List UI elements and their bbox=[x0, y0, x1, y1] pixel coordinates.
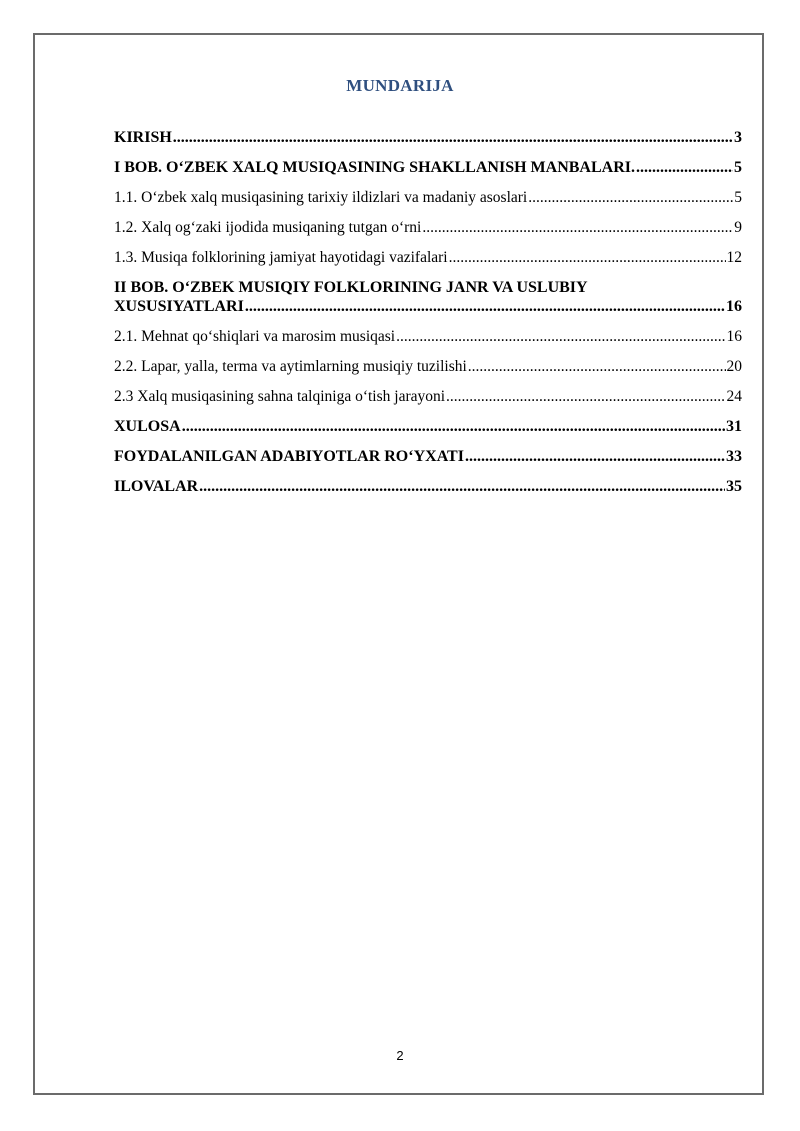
toc-entry-kirish[interactable] bbox=[114, 128, 742, 147]
toc-entry-label: XULOSA bbox=[114, 418, 181, 435]
toc-leader-dots bbox=[173, 128, 733, 147]
toc-entry-label: KIRISH bbox=[114, 129, 172, 146]
toc-entry-page: 20 bbox=[726, 358, 742, 375]
toc-entry-label: I BOB. O‘ZBEK XALQ MUSIQASINING SHAKLLANISH MANBALARI. bbox=[114, 159, 635, 176]
toc-entry-xulosa[interactable] bbox=[114, 417, 742, 436]
toc-entry-chapter-1[interactable] bbox=[114, 158, 742, 177]
toc-entry-page: 16 bbox=[726, 298, 742, 315]
toc-leader-dots bbox=[465, 447, 725, 466]
toc-entry-page: 9 bbox=[734, 219, 742, 236]
toc-entry-1-3[interactable] bbox=[114, 248, 742, 267]
toc-entry-page: 16 bbox=[726, 328, 742, 345]
toc-entry-2-2[interactable] bbox=[114, 357, 742, 376]
toc-entry-label: ILOVALAR bbox=[114, 478, 199, 495]
toc-leader-dots bbox=[468, 357, 726, 376]
toc-entry-label: 1.2. Xalq og‘zaki ijodida musiqaning tutgan o‘rni bbox=[114, 219, 422, 236]
table-of-contents bbox=[114, 128, 742, 507]
page-number: 2 bbox=[396, 1048, 404, 1063]
toc-entry-appendices[interactable] bbox=[114, 477, 742, 496]
toc-leader-dots bbox=[528, 188, 733, 207]
toc-entry-page: 5 bbox=[734, 189, 742, 206]
toc-entry-bibliography[interactable] bbox=[114, 447, 742, 466]
toc-entry-label: 1.3. Musiqa folklorining jamiyat hayotidagi vazifalari bbox=[114, 249, 448, 266]
toc-entry-label-line2: XUSUSIYATLARI bbox=[114, 298, 244, 315]
toc-leader-dots bbox=[422, 218, 733, 237]
toc-leader-dots bbox=[636, 158, 733, 177]
toc-entry-label: 2.3 Xalq musiqasining sahna talqiniga o‘tish jarayoni bbox=[114, 388, 446, 405]
toc-entry-line2 bbox=[114, 297, 742, 316]
toc-entry-label: 2.2. Lapar, yalla, terma va aytimlarning musiqiy tuzilishi bbox=[114, 358, 467, 375]
toc-entry-2-1[interactable] bbox=[114, 327, 742, 346]
toc-leader-dots bbox=[199, 477, 725, 496]
toc-title: MUNDARIJA bbox=[346, 76, 454, 95]
toc-entry-label: FOYDALANILGAN ADABIYOTLAR RO‘YXATI bbox=[114, 448, 464, 465]
toc-entry-chapter-2[interactable] bbox=[114, 278, 742, 316]
toc-entry-page: 35 bbox=[726, 478, 742, 495]
toc-entry-page: 5 bbox=[734, 159, 742, 176]
toc-entry-1-2[interactable] bbox=[114, 218, 742, 237]
toc-entry-page: 31 bbox=[726, 418, 742, 435]
toc-leader-dots bbox=[396, 327, 725, 346]
toc-entry-label: 1.1. O‘zbek xalq musiqasining tarixiy ildizlari va madaniy asoslari bbox=[114, 189, 528, 206]
toc-leader-dots bbox=[245, 297, 725, 316]
toc-leader-dots bbox=[182, 417, 725, 436]
toc-entry-page: 33 bbox=[726, 448, 742, 465]
toc-entry-label-line1: II BOB. O‘ZBEK MUSIQIY FOLKLORINING JANR VA USLUBIY bbox=[114, 279, 588, 296]
toc-entry-page: 12 bbox=[726, 249, 742, 266]
toc-entry-page: 24 bbox=[726, 388, 742, 405]
toc-entry-page: 3 bbox=[734, 129, 742, 146]
toc-entry-2-3[interactable] bbox=[114, 387, 742, 406]
toc-leader-dots bbox=[446, 387, 725, 406]
toc-leader-dots bbox=[449, 248, 726, 267]
toc-entry-1-1[interactable] bbox=[114, 188, 742, 207]
toc-entry-label: 2.1. Mehnat qo‘shiqlari va marosim musiqasi bbox=[114, 328, 396, 345]
